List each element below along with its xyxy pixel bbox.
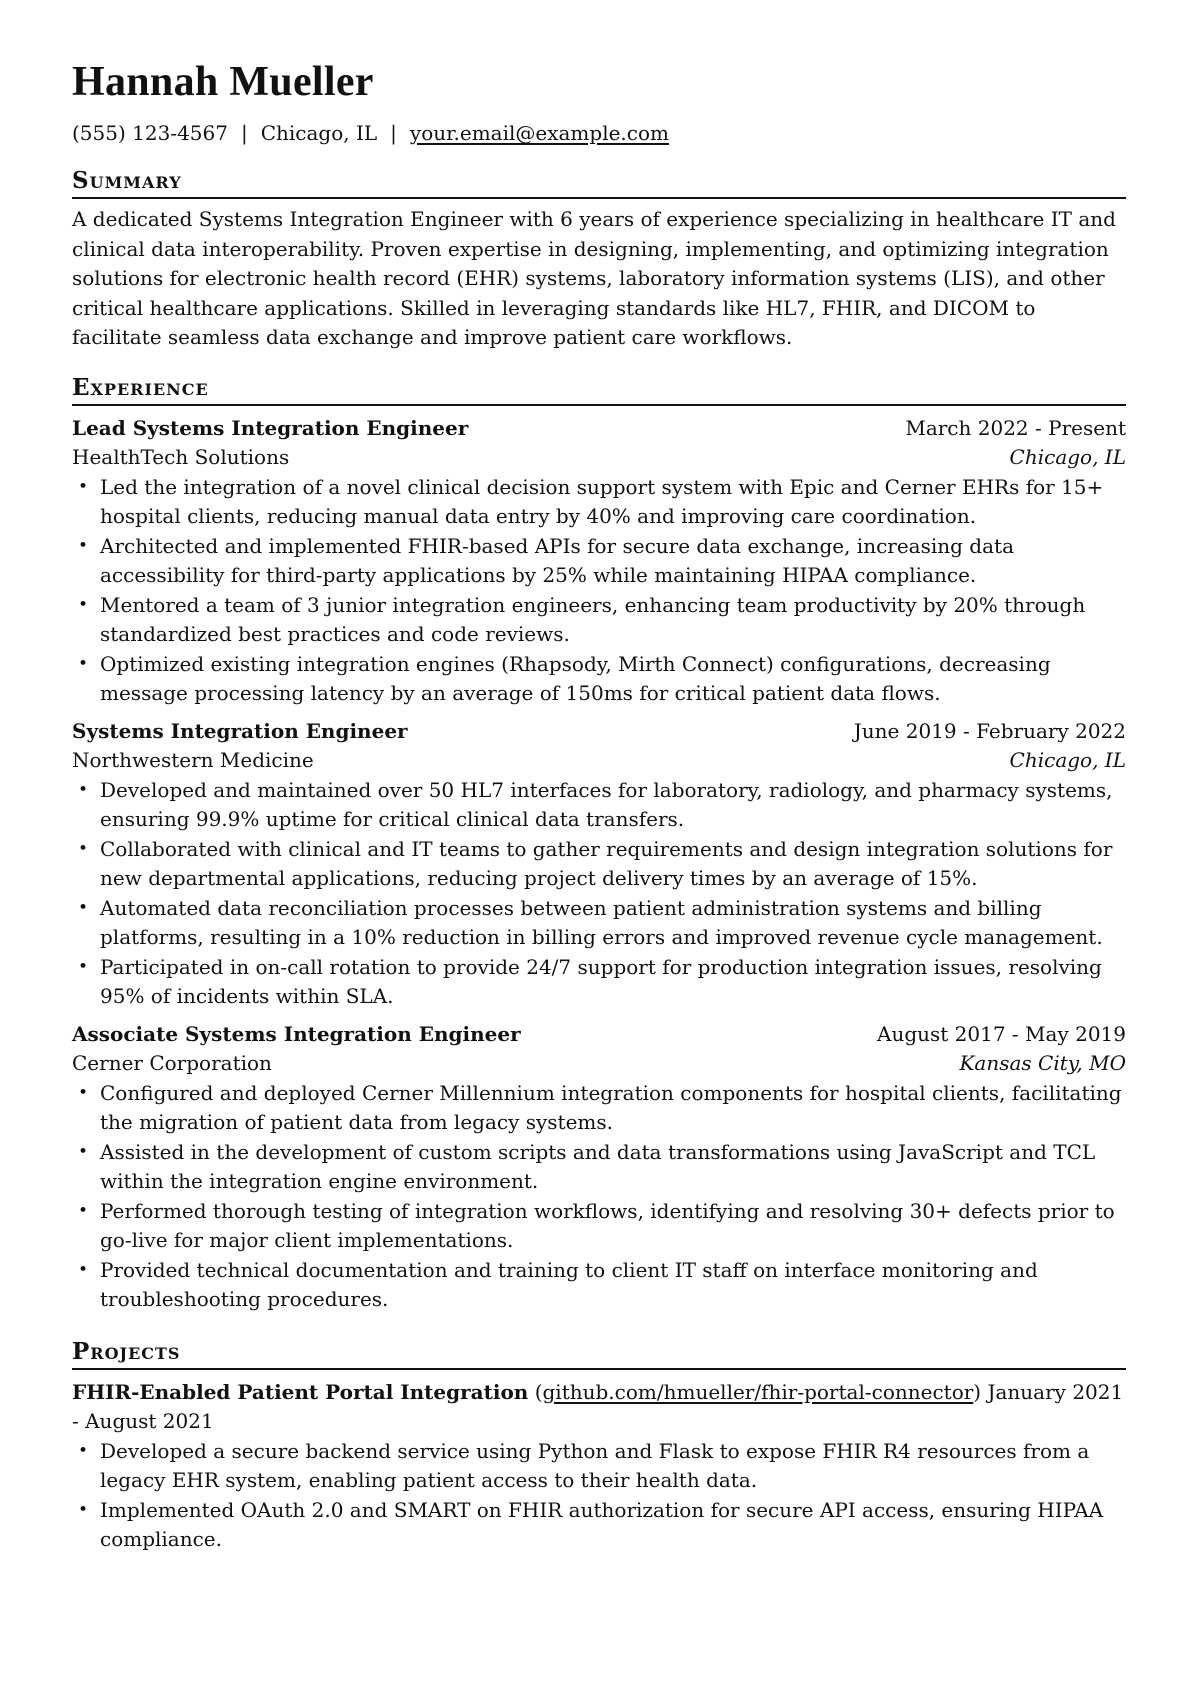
job-bullets <box>72 776 1126 1012</box>
email-link[interactable]: your.email@example.com <box>409 121 669 145</box>
bullet-item: • Automated data reconciliation processes between patient administration systems and billing platforms, resulting in a 10% reduction in billing errors and improved revenue cycle management. <box>72 894 1126 953</box>
job-entry <box>72 414 1126 709</box>
job-role: Lead Systems Integration Engineer <box>72 415 469 440</box>
bullet-item: • Collaborated with clinical and IT teams to gather requirements and design integration solutions for new departmental applications, reducing project delivery times by an average of 15%. <box>72 835 1126 894</box>
job-entry <box>72 1020 1126 1315</box>
project-dates: January 2021 - August 2021 <box>72 1379 1124 1433</box>
job-company: Northwestern Medicine <box>72 748 314 772</box>
bullet-item: • Optimized existing integration engines (Rhapsody, Mirth Connect) configurations, decreasing message processing latency by an average of 150ms for critical patient data flows. <box>72 650 1126 709</box>
bullet-item: • Led the integration of a novel clinical decision support system with Epic and Cerner EHRs for 15+ hospital clients, reducing manual data entry by 40% and improving care coordination. <box>72 473 1126 532</box>
job-location: Kansas City, MO <box>959 1051 1126 1075</box>
location: Chicago, IL <box>260 121 378 145</box>
bullet-item: • Developed a secure backend service using Python and Flask to expose FHIR R4 resources from a legacy EHR system, enabling patient access to their health data. <box>72 1437 1126 1496</box>
project-name: FHIR-Enabled Patient Portal Integration <box>72 1379 529 1404</box>
job-location: Chicago, IL <box>1009 445 1126 469</box>
bullet-item: • Performed thorough testing of integration workflows, identifying and resolving 30+ defects prior to go-live for major client implementations. <box>72 1197 1126 1256</box>
job-header <box>72 717 1126 747</box>
experience-heading: Experience <box>72 373 1126 406</box>
bullet-item: • Implemented OAuth 2.0 and SMART on FHIR authorization for secure API access, ensuring HIPAA compliance. <box>72 1496 1126 1555</box>
job-location: Chicago, IL <box>1009 748 1126 772</box>
contact-separator: | <box>390 121 397 145</box>
project-repo-link[interactable]: github.com/hmueller/fhir-portal-connector <box>542 1379 974 1404</box>
job-bullets <box>72 473 1126 709</box>
job-subheader <box>72 1049 1126 1079</box>
job-dates: March 2022 - Present <box>905 415 1126 440</box>
phone-number: (555) 123-4567 <box>72 121 228 145</box>
bullet-item: • Provided technical documentation and training to client IT staff on interface monitoring and troubleshooting procedures. <box>72 1256 1126 1315</box>
summary-heading: Summary <box>72 166 1126 199</box>
bullet-item: • Assisted in the development of custom scripts and data transformations using JavaScript and TCL within the integration engine environment. <box>72 1138 1126 1197</box>
project-link-open: ( <box>534 1379 543 1404</box>
project-link-close: ) <box>973 1379 982 1404</box>
job-subheader <box>72 746 1126 776</box>
project-entry <box>72 1378 1126 1555</box>
candidate-name: Hannah Mueller <box>72 59 374 105</box>
job-dates: June 2019 - February 2022 <box>853 718 1126 743</box>
job-subheader <box>72 443 1126 473</box>
job-dates: August 2017 - May 2019 <box>877 1021 1126 1046</box>
bullet-item: • Participated in on-call rotation to provide 24/7 support for production integration issues, resolving 95% of incidents within SLA. <box>72 953 1126 1012</box>
bullet-item: • Developed and maintained over 50 HL7 interfaces for laboratory, radiology, and pharmacy systems, ensuring 99.9% uptime for critical clinical data transfers. <box>72 776 1126 835</box>
job-bullets <box>72 1079 1126 1315</box>
bullet-item: • Architected and implemented FHIR-based APIs for secure data exchange, increasing data accessibility for third-party applications by 25% while maintaining HIPAA compliance. <box>72 532 1126 591</box>
job-role: Associate Systems Integration Engineer <box>72 1021 521 1046</box>
contact-line <box>72 118 1126 148</box>
bullet-item: • Configured and deployed Cerner Millennium integration components for hospital clients, facilitating the migration of patient data from legacy systems. <box>72 1079 1126 1138</box>
resume-content <box>72 56 1126 1555</box>
job-entry <box>72 717 1126 1012</box>
contact-separator: | <box>240 121 248 145</box>
job-header <box>72 1020 1126 1050</box>
job-company: HealthTech Solutions <box>72 445 290 469</box>
bullet-item: • Mentored a team of 3 junior integration engineers, enhancing team productivity by 20% through standardized best practices and code reviews. <box>72 591 1126 650</box>
projects-heading: Projects <box>72 1337 1126 1370</box>
job-header <box>72 414 1126 444</box>
summary-text: A dedicated Systems Integration Engineer with 6 years of experience specializing in healthcare IT and clinical data interoperability. Proven expertise in designing, implementing, and optimizing integration solutions for electronic health record (EHR) systems, laboratory information systems (LIS), and other critical healthcare applications. Skilled in leveraging standards like HL7, FHIR, and DICOM to facilitate seamless data exchange and improve patient care workflows. <box>72 207 1116 349</box>
project-bullets <box>72 1437 1126 1555</box>
job-company: Cerner Corporation <box>72 1051 272 1075</box>
project-header <box>72 1378 1126 1437</box>
job-role: Systems Integration Engineer <box>72 718 408 743</box>
